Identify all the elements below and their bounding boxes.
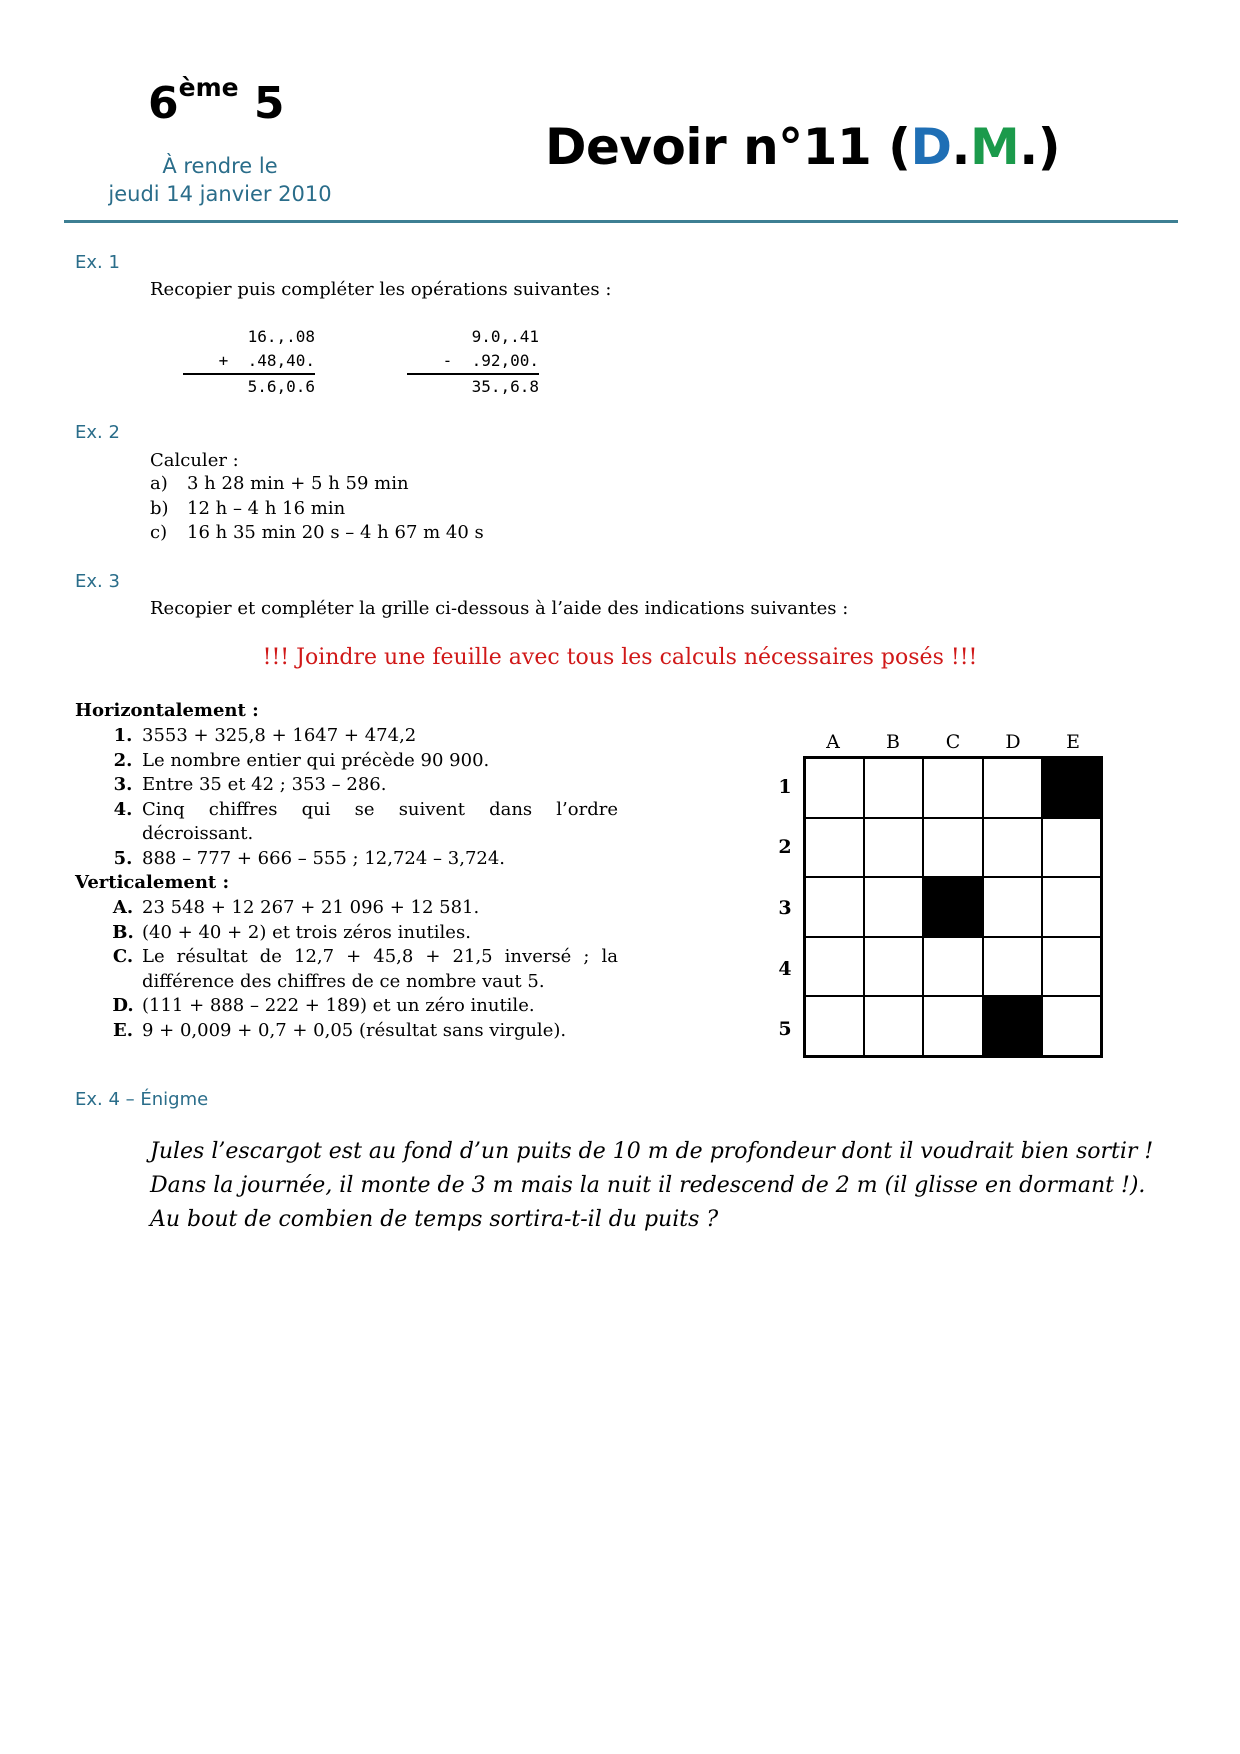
list-item: [150, 521, 484, 546]
ex3-instruction: Recopier et compléter la grille ci-dessous à l’aide des indications suivantes :: [150, 598, 849, 619]
class-label: [148, 73, 285, 129]
class-superscript: ème: [178, 73, 239, 103]
crossword-grid: [803, 756, 1103, 1058]
grid-cell: [864, 937, 923, 997]
riddle-text: [150, 1135, 1153, 1237]
grid-cell: [805, 818, 864, 878]
clue-row: [104, 847, 618, 872]
clue-row: [104, 724, 618, 749]
due-line-1: À rendre le: [162, 154, 278, 178]
vertical-title: Verticalement :: [75, 872, 230, 893]
grid-cell: [864, 758, 923, 818]
op-add-line1: 16.,.08: [228, 327, 315, 346]
clue-number: D.: [112, 995, 134, 1016]
clue-row: [104, 1019, 618, 1044]
grid-cell: [923, 818, 982, 878]
grid-row-label: 4: [778, 958, 792, 980]
grid-cell: [983, 877, 1042, 937]
grid-cell: [805, 758, 864, 818]
grid-cell: [983, 758, 1042, 818]
item-label: a): [150, 473, 168, 494]
ex1-heading: Ex. 1: [75, 252, 120, 273]
clue-row: [104, 994, 618, 1019]
grid-cell: [983, 937, 1042, 997]
grid-cell: [864, 818, 923, 878]
operation-subtraction: [407, 325, 539, 399]
vertical-clues: [104, 896, 618, 1043]
riddle-line: Dans la journée, il monte de 3 m mais la nuit il redescend de 2 m (il glisse en dormant !).: [150, 1173, 1146, 1198]
item-text: 16 h 35 min 20 s – 4 h 67 m 40 s: [187, 522, 484, 543]
grid-cell: [1042, 937, 1101, 997]
clue-number: 2.: [113, 749, 133, 771]
clue-row: [104, 896, 618, 921]
grid-cell: [923, 996, 982, 1056]
grid-cell-black: [923, 877, 982, 937]
warning-text: !!! Joindre une feuille avec tous les calculs nécessaires posés !!!: [262, 645, 978, 670]
grid-cell-black: [983, 996, 1042, 1056]
grid-cell: [805, 877, 864, 937]
header-rule: [64, 220, 1178, 223]
clue-text: 888 – 777 + 666 – 555 ; 12,724 – 3,724.: [142, 847, 506, 869]
due-date: [100, 152, 340, 208]
item-text: 3 h 28 min + 5 h 59 min: [187, 473, 409, 494]
ex2-list: [150, 472, 484, 546]
clue-number: 3.: [113, 774, 133, 795]
class-base: 6: [148, 78, 179, 129]
title-m: M: [970, 118, 1020, 176]
horizontal-clues: [104, 724, 618, 871]
grid-row-label: 2: [778, 836, 792, 858]
grid-cell: [864, 877, 923, 937]
grid-row-label: 5: [778, 1018, 792, 1040]
grid-cell: [923, 758, 982, 818]
list-item: [150, 472, 484, 497]
clue-row: [104, 773, 618, 798]
grid-cell: [864, 996, 923, 1056]
ex2-heading: Ex. 2: [75, 422, 120, 443]
due-line-2: jeudi 14 janvier 2010: [108, 182, 332, 206]
title-dot: .: [951, 118, 971, 176]
grid-cell: [1042, 996, 1101, 1056]
grid-cell: [1042, 818, 1101, 878]
grid-column-label: C: [945, 731, 961, 753]
grid-row-label: 3: [778, 897, 792, 919]
riddle-line: Au bout de combien de temps sortira-t-il du puits ?: [150, 1207, 719, 1232]
clue-text: Le nombre entier qui précède 90 900.: [142, 749, 490, 771]
clue-text: (111 + 888 – 222 + 189) et un zéro inutile.: [142, 995, 535, 1016]
clue-row: [104, 749, 618, 774]
clue-number: B.: [112, 921, 134, 943]
ex2-instruction: Calculer :: [150, 450, 239, 471]
op-add-result: 5.6,0.6: [228, 377, 315, 396]
grid-cell-black: [1042, 758, 1101, 818]
ex3-heading: Ex. 3: [75, 571, 120, 592]
title-prefix: Devoir n°11 (: [545, 118, 911, 176]
list-item: [150, 497, 484, 522]
clue-text: Entre 35 et 42 ; 353 – 286.: [142, 774, 387, 795]
class-number: 5: [253, 78, 285, 129]
clue-text: Cinq chiffres qui se suivent dans l’ordre décroissant.: [142, 798, 618, 844]
riddle-line: Jules l’escargot est au fond d’un puits de 10 m de profondeur dont il voudrait bien sortir !: [150, 1139, 1154, 1164]
grid-cell: [1042, 877, 1101, 937]
clue-text: 23 548 + 12 267 + 21 096 + 12 581.: [142, 897, 480, 918]
item-text: 12 h – 4 h 16 min: [187, 497, 346, 519]
clue-text: 9 + 0,009 + 0,7 + 0,05 (résultat sans virgule).: [142, 1019, 567, 1041]
clue-row: [104, 798, 618, 847]
clue-number: 5.: [113, 847, 133, 869]
grid-cell: [923, 937, 982, 997]
horizontal-title: Horizontalement :: [75, 700, 259, 721]
grid-column-label: E: [1066, 731, 1080, 753]
op-sub-result: 35.,6.8: [452, 377, 539, 396]
op-sub-line1: 9.0,.41: [452, 327, 539, 346]
clue-text: (40 + 40 + 2) et trois zéros inutiles.: [142, 921, 471, 943]
grid-cell: [983, 818, 1042, 878]
clue-number: 4.: [113, 798, 133, 820]
clue-row: [104, 921, 618, 946]
grid-column-label: B: [886, 731, 900, 753]
grid-cell: [805, 996, 864, 1056]
item-label: c): [150, 522, 168, 543]
item-label: b): [150, 497, 169, 519]
ex1-instruction: Recopier puis compléter les opérations suivantes :: [150, 279, 612, 300]
grid-cell: [805, 937, 864, 997]
clue-number: 1.: [113, 725, 133, 746]
op-add-line2: + .48,40.: [218, 351, 315, 370]
ex4-heading: Ex. 4 – Énigme: [75, 1089, 209, 1110]
op-sub-line2: - .92,00.: [442, 351, 539, 370]
operation-addition: [183, 325, 315, 399]
grid-column-label: D: [1005, 731, 1021, 753]
clue-row: [104, 945, 618, 994]
clue-number: C.: [112, 946, 134, 967]
grid-column-label: A: [826, 731, 840, 753]
clue-number: E.: [113, 1019, 133, 1041]
clue-text: Le résultat de 12,7 + 45,8 + 21,5 inversé ; la différence des chiffres de ce nombre vaut 5.: [142, 946, 618, 992]
clue-text: 3553 + 325,8 + 1647 + 474,2: [142, 725, 417, 746]
grid-row-label: 1: [778, 776, 792, 798]
clue-number: A.: [112, 897, 134, 918]
title-d: D: [910, 118, 952, 176]
page-title: [545, 118, 1060, 176]
title-suffix: .): [1019, 118, 1061, 176]
